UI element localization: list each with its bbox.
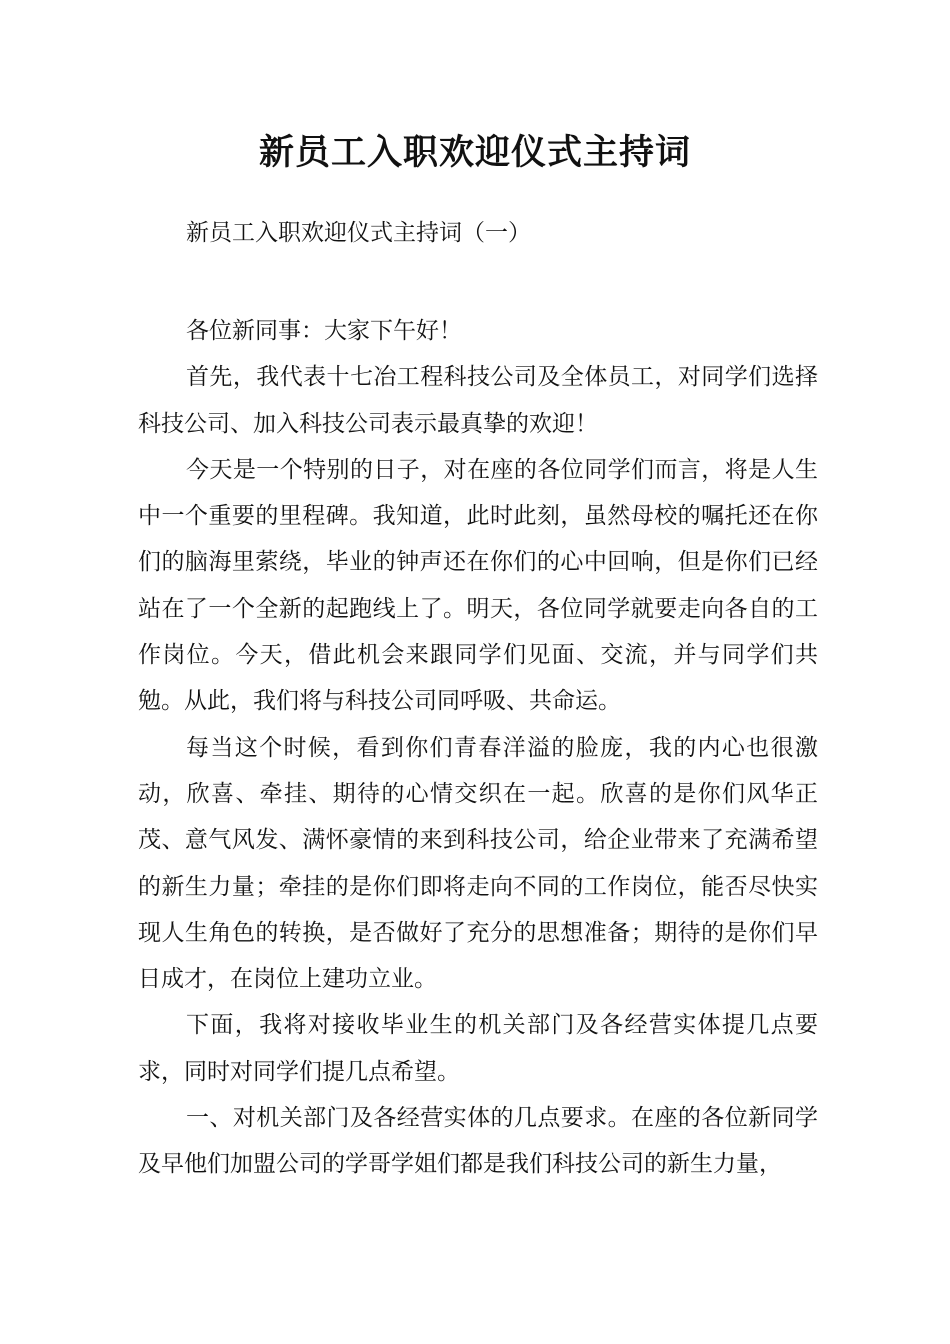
document-body <box>138 308 818 1188</box>
body-paragraph: 每当这个时候，看到你们青春洋溢的脸庞，我的内心也很激动，欣喜、牵挂、期待的心情交织在一起。欣喜的是你们风华正茂、意气风发、满怀豪情的来到科技公司，给企业带来了充满希望的新生力量；牵挂的是你们即将走向不同的工作岗位，能否尽快实现人生角色的转换，是否做好了充分的思想准备；期待的是你们早日成才，在岗位上建功立业。 <box>138 734 818 993</box>
body-paragraph: 下面，我将对接收毕业生的机关部门及各经营实体提几点要求，同时对同学们提几点希望。 <box>138 1012 818 1085</box>
body-paragraph: 首先，我代表十七冶工程科技公司及全体员工，对同学们选择科技公司、加入科技公司表示最真挚的欢迎！ <box>138 364 818 437</box>
document-title: 新员工入职欢迎仪式主持词 <box>258 133 691 173</box>
body-paragraph: 一、对机关部门及各经营实体的几点要求。在座的各位新同学及早他们加盟公司的学哥学姐们都是我们科技公司的新生力量， <box>138 1105 818 1178</box>
document-subtitle: 新员工入职欢迎仪式主持词（一） <box>186 220 531 246</box>
body-paragraph: 今天是一个特别的日子，对在座的各位同学们而言，将是人生中一个重要的里程碑。我知道，此时此刻，虽然母校的嘱托还在你们的脑海里萦绕，毕业的钟声还在你们的心中回响，但是你们已经站在了一个全新的起跑线上了。明天，各位同学就要走向各自的工作岗位。今天，借此机会来跟同学们见面、交流，并与同学们共勉。从此，我们将与科技公司同呼吸、共命运。 <box>138 456 818 715</box>
greeting-paragraph: 各位新同事：大家下午好！ <box>186 318 462 344</box>
